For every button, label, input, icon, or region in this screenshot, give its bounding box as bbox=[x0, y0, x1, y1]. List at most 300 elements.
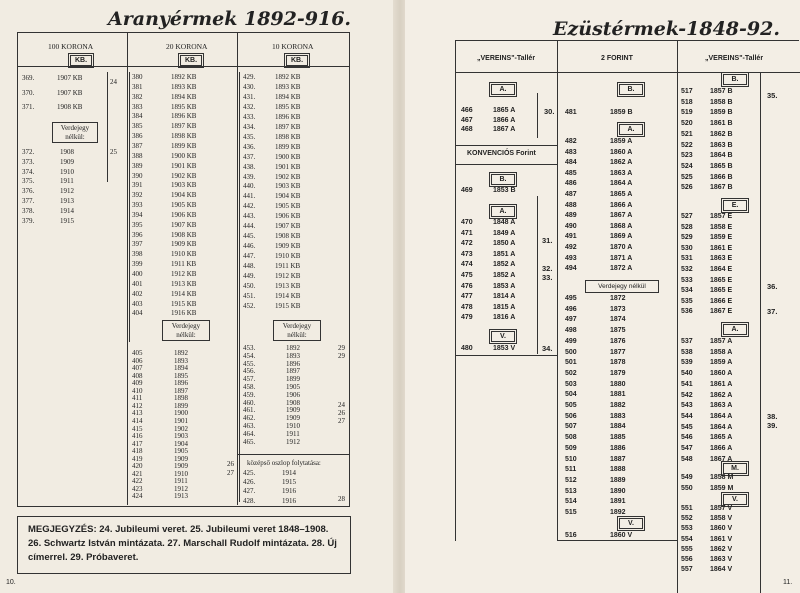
row-number: 429. bbox=[243, 73, 256, 81]
coin-year: 1904 bbox=[174, 439, 188, 448]
row-number: 485 bbox=[565, 169, 577, 177]
col-header-2-forint: 2 FORINT bbox=[601, 55, 633, 62]
coin-year: 1903 KB bbox=[171, 181, 197, 190]
coin-year: 1908 bbox=[286, 398, 300, 407]
coin-year: 1858 B bbox=[710, 98, 733, 106]
coin-year: 1916 bbox=[282, 496, 296, 505]
row-number: 469 bbox=[461, 187, 473, 194]
coin-year: 1888 bbox=[610, 466, 626, 474]
coin-year: 1905 bbox=[174, 447, 188, 456]
coin-year: 1910 KB bbox=[171, 250, 197, 259]
coin-year: 1858 M bbox=[710, 474, 734, 481]
mintmark-box: B. bbox=[617, 82, 645, 97]
row-number: 515 bbox=[565, 509, 577, 516]
ref-note: 29 bbox=[338, 352, 345, 360]
coin-year: 1816 A bbox=[493, 314, 516, 322]
col-header-20-korona: 20 KORONA bbox=[166, 42, 208, 51]
row-number: 541 bbox=[681, 380, 693, 388]
row-number: 406 bbox=[132, 356, 143, 365]
row-number: 503 bbox=[565, 380, 577, 388]
coin-year: 1898 bbox=[174, 394, 188, 403]
coin-year: 1863 E bbox=[710, 255, 733, 263]
row-number: 475 bbox=[461, 272, 473, 279]
ref-note: 39. bbox=[767, 421, 778, 430]
row-number: 462. bbox=[243, 414, 256, 423]
mintmark-box: KB. bbox=[178, 53, 204, 68]
coin-year: 1896 bbox=[286, 359, 300, 368]
mintmark-box: A. bbox=[489, 82, 517, 97]
coin-year: 1863 A bbox=[610, 169, 633, 177]
row-number: 454. bbox=[243, 351, 256, 360]
mintmark-box: A. bbox=[617, 122, 645, 137]
row-number: 547 bbox=[681, 445, 693, 452]
coin-year: 1908 bbox=[60, 148, 74, 156]
coin-year: 1859 A bbox=[710, 359, 733, 367]
row-number: 506 bbox=[565, 412, 577, 420]
mintmark-box: A. bbox=[489, 204, 517, 219]
row-number: 544 bbox=[681, 412, 693, 420]
row-number: 464. bbox=[243, 429, 256, 438]
coin-year: 1912 bbox=[174, 484, 188, 493]
row-number: 379. bbox=[22, 216, 35, 225]
row-number: 528 bbox=[681, 223, 693, 231]
coin-year: 1860 V bbox=[710, 525, 733, 533]
coin-year: 1861 E bbox=[710, 244, 733, 252]
coin-year: 1894 bbox=[174, 364, 188, 373]
coin-year: 1892 KB bbox=[275, 73, 301, 81]
coin-year: 1814 A bbox=[493, 293, 516, 301]
row-number: 376. bbox=[22, 187, 35, 196]
coin-year: 1867 B bbox=[710, 184, 733, 192]
col-header-vereins: „VEREINS"-Tallér bbox=[477, 55, 536, 62]
row-number: 542 bbox=[681, 391, 693, 399]
coin-year: 1869 A bbox=[610, 233, 633, 241]
coin-year: 1864 A bbox=[710, 423, 733, 431]
coin-year: 1866 E bbox=[710, 297, 733, 305]
coin-year: 1887 bbox=[610, 455, 626, 463]
row-number: 516 bbox=[565, 532, 577, 539]
mintmark-box: B. bbox=[489, 172, 517, 187]
coin-year: 1868 A bbox=[610, 222, 633, 230]
coin-year: 1914 bbox=[282, 469, 296, 477]
ref-note: 36. bbox=[767, 282, 778, 291]
coin-year: 1892 KB bbox=[171, 73, 197, 81]
ref-note: 24 bbox=[110, 78, 117, 86]
coin-year: 1859 B bbox=[710, 109, 733, 117]
coin-year: 1864 V bbox=[710, 566, 733, 574]
row-number: 511 bbox=[565, 466, 577, 474]
row-number: 457. bbox=[243, 375, 256, 384]
row-number: 476 bbox=[461, 282, 473, 290]
coin-year: 1901 KB bbox=[275, 162, 301, 171]
mintmark-box: V. bbox=[489, 329, 517, 344]
row-number: 552 bbox=[681, 515, 693, 523]
coin-year: 1905 bbox=[286, 383, 300, 391]
coin-year: 1899 bbox=[286, 375, 300, 384]
row-number: 525 bbox=[681, 173, 693, 181]
coin-year: 1907 KB bbox=[57, 88, 83, 97]
coin-year: 1909 bbox=[286, 414, 300, 423]
coin-year: 1903 KB bbox=[275, 182, 301, 191]
sub-divider bbox=[239, 72, 240, 502]
ref-note: 26 bbox=[338, 409, 345, 417]
row-number: 500 bbox=[565, 348, 577, 356]
coin-year: 1864 E bbox=[710, 266, 733, 273]
coin-year: 1915 bbox=[60, 216, 74, 225]
row-number: 378. bbox=[22, 206, 35, 215]
row-number: 509 bbox=[565, 444, 577, 452]
row-number: 518 bbox=[681, 98, 693, 106]
row-number: 449. bbox=[243, 272, 256, 280]
row-number: 465. bbox=[243, 437, 256, 446]
row-number: 380 bbox=[132, 73, 143, 81]
coin-year: 1873 bbox=[610, 305, 626, 313]
coin-year: 1885 bbox=[610, 434, 626, 442]
coin-year: 1905 KB bbox=[171, 201, 197, 210]
coin-year: 1910 KB bbox=[275, 252, 301, 261]
row-number: 482 bbox=[565, 138, 577, 145]
ref-note: 34. bbox=[542, 344, 553, 353]
coin-year: 1867 E bbox=[710, 308, 733, 316]
col-header-konvencios: KONVENCIÓS Forint bbox=[467, 150, 536, 157]
row-number: 456. bbox=[243, 367, 256, 376]
row-number: 405 bbox=[132, 349, 143, 357]
coin-year: 1852 A bbox=[493, 261, 516, 269]
coin-year: 1916 KB bbox=[171, 309, 197, 318]
row-number: 466 bbox=[461, 107, 473, 114]
row-number: 412 bbox=[132, 401, 143, 410]
coin-year: 1894 KB bbox=[171, 92, 197, 101]
coin-year: 1861 A bbox=[710, 380, 733, 388]
coin-year: 1815 A bbox=[493, 303, 516, 311]
row-number: 517 bbox=[681, 88, 693, 95]
row-number: 448. bbox=[243, 262, 256, 271]
row-number: 512 bbox=[565, 476, 577, 484]
coin-year: 1870 A bbox=[610, 244, 633, 251]
row-number: 399 bbox=[132, 260, 143, 269]
coin-year: 1892 bbox=[174, 349, 188, 357]
row-number: 388 bbox=[132, 151, 143, 160]
ref-note: 27 bbox=[338, 417, 345, 425]
coin-year: 1909 KB bbox=[275, 242, 301, 251]
coin-year: 1853 V bbox=[493, 345, 516, 352]
coin-year: 1911 KB bbox=[275, 262, 301, 271]
row-number: 382 bbox=[132, 92, 143, 101]
coin-year: 1913 KB bbox=[171, 279, 197, 288]
row-number: 428. bbox=[243, 496, 256, 505]
row-number: 505 bbox=[565, 402, 577, 409]
row-number: 484 bbox=[565, 159, 577, 167]
row-number: 493 bbox=[565, 254, 577, 262]
coin-year: 1902 KB bbox=[171, 171, 197, 180]
coin-year: 1857 A bbox=[710, 338, 733, 345]
row-number: 468 bbox=[461, 126, 473, 134]
row-number: 543 bbox=[681, 402, 693, 410]
coin-year: 1858 E bbox=[710, 223, 733, 231]
coin-year: 1915 KB bbox=[275, 301, 301, 310]
row-number: 521 bbox=[681, 130, 693, 138]
coin-year: 1912 KB bbox=[171, 270, 197, 278]
row-number: 435. bbox=[243, 132, 256, 141]
coin-year: 1859 B bbox=[610, 109, 633, 116]
mintmark-box: V. bbox=[617, 516, 645, 531]
row-number: 513 bbox=[565, 487, 577, 495]
left-page bbox=[0, 0, 395, 593]
coin-year: 1908 KB bbox=[171, 230, 197, 239]
coin-year: 1893 bbox=[286, 351, 300, 360]
row-number: 414 bbox=[132, 416, 143, 425]
row-number: 537 bbox=[681, 338, 693, 345]
coin-year: 1904 KB bbox=[171, 191, 197, 200]
row-number: 439. bbox=[243, 172, 256, 181]
coin-year: 1858 A bbox=[710, 348, 733, 356]
mintmark-box: A. bbox=[721, 322, 749, 337]
column-divider bbox=[127, 32, 128, 505]
row-number: 519 bbox=[681, 109, 693, 117]
coin-year: 1909 KB bbox=[171, 240, 197, 249]
row-number: 408 bbox=[132, 371, 143, 380]
coin-year: 1900 KB bbox=[171, 151, 197, 160]
ref-note: 29 bbox=[338, 344, 345, 352]
coin-year: 1853 A bbox=[493, 282, 516, 290]
row-number: 479 bbox=[461, 314, 473, 322]
coin-year: 1912 KB bbox=[275, 272, 301, 280]
row-number: 413 bbox=[132, 409, 143, 418]
row-number: 419 bbox=[132, 454, 143, 463]
sub-divider bbox=[537, 196, 538, 354]
row-number: 488 bbox=[565, 201, 577, 209]
coin-year: 1912 bbox=[60, 187, 74, 196]
row-number: 420 bbox=[132, 462, 143, 471]
coin-year: 1908 KB bbox=[57, 103, 83, 111]
coin-year: 1910 bbox=[286, 422, 300, 430]
coin-year: 1898 KB bbox=[171, 132, 197, 141]
mintmark-box: V. bbox=[721, 492, 749, 507]
row-number: 450. bbox=[243, 281, 256, 290]
coin-year: 1893 KB bbox=[275, 82, 301, 91]
ref-note: 37. bbox=[767, 307, 778, 316]
row-number: 460. bbox=[243, 398, 256, 407]
coin-year: 1866 B bbox=[710, 173, 733, 181]
row-number: 550 bbox=[681, 484, 693, 492]
coin-year: 1865 A bbox=[710, 434, 733, 442]
row-number: 533 bbox=[681, 276, 693, 284]
row-number: 539 bbox=[681, 359, 693, 367]
coin-year: 1909 bbox=[174, 454, 188, 463]
coin-year: 1913 KB bbox=[275, 281, 301, 290]
row-number: 418 bbox=[132, 447, 143, 456]
row-number: 535 bbox=[681, 297, 693, 305]
row-number: 381 bbox=[132, 82, 143, 91]
coin-year: 1895 KB bbox=[171, 102, 197, 111]
ref-note: 26 bbox=[227, 460, 234, 468]
coin-year: 1850 A bbox=[493, 240, 516, 248]
row-number: 432. bbox=[243, 102, 256, 111]
row-number: 401 bbox=[132, 279, 143, 288]
row-number: 442. bbox=[243, 202, 256, 211]
ref-note: 35. bbox=[767, 91, 778, 100]
row-number: 474 bbox=[461, 261, 473, 269]
coin-year: 1853 B bbox=[493, 187, 516, 194]
row-number: 393 bbox=[132, 201, 143, 210]
sub-divider bbox=[107, 72, 108, 182]
row-number: 372. bbox=[22, 148, 35, 156]
coin-year: 1864 A bbox=[610, 180, 633, 188]
coin-year: 1893 KB bbox=[171, 82, 197, 91]
row-number: 546 bbox=[681, 434, 693, 442]
coin-year: 1874 bbox=[610, 316, 626, 324]
coin-year: 1872 A bbox=[610, 265, 633, 273]
coin-year: 1851 A bbox=[493, 250, 516, 258]
coin-year: 1896 KB bbox=[171, 112, 197, 121]
coin-year: 1857 E bbox=[710, 213, 733, 220]
ref-note: 28 bbox=[338, 495, 345, 503]
row-number: 434. bbox=[243, 122, 256, 131]
row-number: 459. bbox=[243, 390, 256, 399]
coin-year: 1911 bbox=[174, 477, 188, 486]
row-number: 532 bbox=[681, 266, 693, 273]
coin-year: 1909 bbox=[60, 157, 74, 166]
coin-year: 1865 A bbox=[610, 191, 633, 198]
row-number: 495 bbox=[565, 295, 577, 302]
row-number: 427. bbox=[243, 487, 256, 496]
section-rule bbox=[455, 145, 557, 146]
page-number: 10. bbox=[6, 579, 16, 586]
coin-year: 1909 bbox=[286, 406, 300, 415]
rule bbox=[238, 454, 349, 455]
coin-year: 1864 A bbox=[710, 412, 733, 420]
coin-year: 1900 bbox=[174, 409, 188, 418]
section-rule bbox=[455, 164, 557, 165]
row-number: 536 bbox=[681, 308, 693, 316]
mintmark-box: B. bbox=[721, 72, 749, 87]
row-number: 384 bbox=[132, 112, 143, 121]
row-number: 496 bbox=[565, 305, 577, 313]
coin-year: 1857 V bbox=[710, 505, 733, 512]
coin-year: 1914 bbox=[60, 206, 74, 215]
coin-year: 1913 bbox=[174, 492, 188, 501]
coin-year: 1860 A bbox=[610, 148, 633, 156]
sub-divider bbox=[129, 72, 130, 342]
row-number: 497 bbox=[565, 316, 577, 324]
verdejegy-box: Verdejegy nélkül: bbox=[162, 320, 210, 341]
row-number: 396 bbox=[132, 230, 143, 239]
row-number: 523 bbox=[681, 152, 693, 160]
coin-year: 1914 KB bbox=[275, 291, 301, 300]
coin-year: 1877 bbox=[610, 348, 626, 356]
row-number: 433. bbox=[243, 112, 256, 121]
row-number: 422 bbox=[132, 477, 143, 486]
row-number: 430. bbox=[243, 82, 256, 91]
coin-year: 1860 A bbox=[710, 370, 733, 378]
row-number: 490 bbox=[565, 222, 577, 230]
coin-year: 1897 bbox=[286, 367, 300, 376]
column-divider bbox=[557, 40, 558, 540]
mintmark-box: KB. bbox=[68, 53, 94, 68]
ref-note: 33. bbox=[542, 273, 553, 282]
sub-divider bbox=[537, 93, 538, 138]
row-number: 423 bbox=[132, 484, 143, 493]
row-number: 375. bbox=[22, 177, 35, 186]
coin-year: 1859 M bbox=[710, 484, 734, 492]
coin-year: 1898 KB bbox=[275, 132, 301, 141]
row-number: 415 bbox=[132, 424, 143, 433]
row-number: 404 bbox=[132, 309, 143, 318]
coin-year: 1864 B bbox=[710, 152, 733, 160]
row-number: 437. bbox=[243, 152, 256, 161]
row-number: 383 bbox=[132, 102, 143, 111]
row-number: 424 bbox=[132, 492, 143, 501]
row-number: 400 bbox=[132, 270, 143, 278]
row-number: 520 bbox=[681, 120, 693, 128]
coin-year: 1896 bbox=[174, 379, 188, 388]
coin-year: 1895 bbox=[174, 371, 188, 380]
row-number: 458. bbox=[243, 383, 256, 391]
coin-year: 1865 B bbox=[710, 162, 733, 170]
coin-year: 1895 KB bbox=[275, 102, 301, 111]
coin-year: 1866 A bbox=[493, 116, 516, 124]
row-number: 402 bbox=[132, 289, 143, 298]
column-divider bbox=[677, 40, 678, 593]
row-number: 409 bbox=[132, 379, 143, 388]
row-number: 502 bbox=[565, 369, 577, 377]
row-number: 425. bbox=[243, 469, 256, 477]
section-rule bbox=[455, 355, 557, 356]
coin-year: 1913 bbox=[60, 197, 74, 205]
row-number: 421 bbox=[132, 469, 143, 478]
coin-year: 1901 KB bbox=[171, 161, 197, 170]
row-number: 470 bbox=[461, 219, 473, 226]
row-number: 444. bbox=[243, 222, 256, 231]
coin-year: 1900 KB bbox=[275, 152, 301, 161]
coin-year: 1897 KB bbox=[171, 122, 197, 131]
coin-year: 1902 KB bbox=[275, 172, 301, 181]
row-number: 440. bbox=[243, 182, 256, 191]
col-header-100-korona: 100 KORONA bbox=[48, 42, 94, 51]
row-number: 461. bbox=[243, 406, 256, 415]
coin-year: 1883 bbox=[610, 412, 626, 420]
row-number: 392 bbox=[132, 191, 143, 200]
row-number: 524 bbox=[681, 162, 693, 170]
coin-year: 1859 A bbox=[610, 138, 633, 145]
row-number: 386 bbox=[132, 132, 143, 141]
coin-year: 1880 bbox=[610, 380, 626, 388]
coin-year: 1857 B bbox=[710, 88, 733, 95]
coin-year: 1876 bbox=[610, 337, 626, 345]
row-number: 522 bbox=[681, 141, 693, 149]
coin-year: 1866 A bbox=[610, 201, 633, 209]
coin-year: 1915 bbox=[282, 478, 296, 487]
row-number: 426. bbox=[243, 478, 256, 487]
right-page-title: Ezüstérmek-1848-92. bbox=[553, 18, 780, 40]
row-number: 487 bbox=[565, 191, 577, 198]
coin-year: 1863 V bbox=[710, 556, 733, 563]
ref-note: 25 bbox=[110, 148, 117, 156]
mintmark-box: KB. bbox=[284, 53, 310, 68]
row-number: 494 bbox=[565, 265, 577, 273]
coin-year: 1892 bbox=[610, 509, 626, 516]
mintmark-box: E. bbox=[721, 198, 749, 213]
coin-year: 1861 B bbox=[710, 120, 733, 128]
coin-year: 1906 KB bbox=[171, 210, 197, 219]
coin-year: 1867 A bbox=[610, 212, 633, 220]
row-number: 472 bbox=[461, 240, 473, 248]
row-number: 451. bbox=[243, 291, 256, 300]
coin-year: 1907 KB bbox=[57, 74, 83, 82]
coin-year: 1893 bbox=[174, 356, 188, 365]
row-number: 467 bbox=[461, 116, 473, 124]
coin-year: 1897 KB bbox=[275, 122, 301, 131]
